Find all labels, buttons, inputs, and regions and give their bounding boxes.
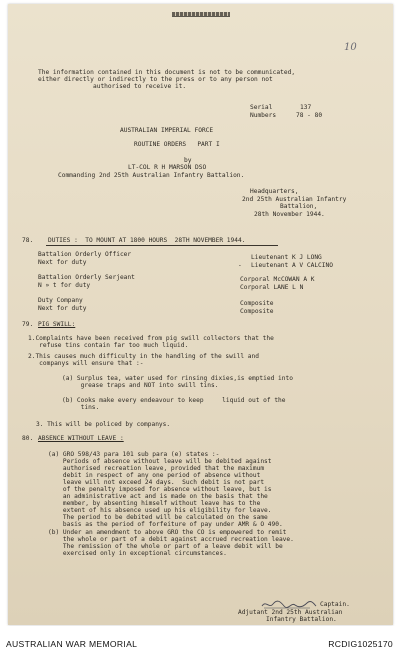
item-80-line: the whole or part of a debit against accrued recreation leave. xyxy=(48,536,294,543)
item-80-number: 80. xyxy=(22,435,34,442)
duty-role: N » t for duty xyxy=(38,282,91,289)
duty-assignee: Composite xyxy=(240,308,274,315)
signature-unit: Infantry Battalion. xyxy=(266,616,337,623)
duty-role: Next for duty xyxy=(38,259,87,266)
item-80-line: The remission of the whole or part of a leave debit will be xyxy=(48,543,283,550)
heading-underline xyxy=(46,245,278,246)
item-79-line: tins. xyxy=(62,404,100,411)
numbers-label: Numbers xyxy=(250,112,277,119)
notice-line-2: either directly or indirectly to the press or to any person not xyxy=(38,76,273,83)
duty-role: Battalion Orderly Serjeant xyxy=(38,274,135,281)
item-80-line: of the penalty imposed for absence without leave, but is xyxy=(48,486,272,493)
notice-line-1: The information contained in this document is not to be communicated, xyxy=(38,69,296,76)
item-80-heading: ABSENCE WITHOUT LEAVE : xyxy=(38,435,124,442)
command-line: Commanding 2nd 25th Australian Infantry Battalion. xyxy=(58,172,245,179)
page-number-mark: 10 xyxy=(344,42,357,53)
commander-name: LT-COL R H MARSON DSO xyxy=(128,164,207,171)
item-80-line: Periods of absence without leave will be debited against xyxy=(48,458,272,465)
item-79-heading: PIG SWILL: xyxy=(38,321,76,328)
orders-title: ROUTINE ORDERS PART I xyxy=(134,141,220,148)
item-80-line: extent of his absence used up his eligibility for leave. xyxy=(48,507,272,514)
duty-assignee: Corporal LANE L N xyxy=(240,284,304,291)
by-label: by xyxy=(184,157,192,164)
item-80-line: basis as the period of forfeiture of pay under AMR & O 490. xyxy=(48,521,283,528)
item-79-line: grease traps and NOT into swill tins. xyxy=(62,382,219,389)
item-79-line: refuse tins contain far too much liquid. xyxy=(28,342,189,349)
signature-title: Adjutant 2nd 25th Australian xyxy=(238,609,343,616)
document-page xyxy=(8,4,393,625)
item-79-line: companys will ensure that :- xyxy=(28,360,144,367)
archive-name: AUSTRALIAN WAR MEMORIAL xyxy=(6,639,138,649)
item-80-line: leave will not exceed 24 days. Such debit is not part xyxy=(48,479,265,486)
item-79-line: (b) Cooks make every endeavour to keep liquid out of the xyxy=(62,397,286,404)
archive-reference: RCDIG1025170 xyxy=(328,639,393,649)
item-78-heading: DUTIES : TO MOUNT AT 1800 HOURS 28TH NOVEMBER 1944. xyxy=(48,237,246,244)
hq-date: 28th November 1944. xyxy=(254,211,325,218)
item-79-number: 79. xyxy=(22,321,34,328)
item-79-line: 2.This causes much difficulty in the handling of the swill and xyxy=(28,353,259,360)
item-79-line: 3. This will be policed by companys. xyxy=(36,421,171,428)
signature-rank: Captain. xyxy=(320,601,350,608)
item-80-line: an administrative act and is made on the basis that the xyxy=(48,493,268,500)
duty-dash: - xyxy=(238,262,242,269)
item-80-line: debit in respect of any one period of absence without xyxy=(48,472,261,479)
item-80-line: The period to be debited will be calculated on the same xyxy=(48,514,268,521)
item-80-line: member, by absenting himself without leave has to the xyxy=(48,500,261,507)
item-78-number: 78. xyxy=(22,237,34,244)
item-80-line: (b) Under an amendment to above GRO the CO is empowered to remit xyxy=(48,529,287,536)
hq-line-1: Headquarters, xyxy=(250,188,299,195)
item-79-line: (a) Surplus tea, water used for rinsing dixies,is emptied into xyxy=(62,375,293,382)
item-80-line: (a) GRO 598/43 para 101 sub para (e) states :- xyxy=(48,451,220,458)
duty-role: Battalion Orderly Officer xyxy=(38,251,132,258)
numbers-value: 78 - 80 xyxy=(296,112,323,119)
hq-line-2: 2nd 25th Australian Infantry xyxy=(242,196,347,203)
item-79-line: 1.Complaints have been received from pig swill collectors that the xyxy=(28,335,274,342)
serial-value: 137 xyxy=(300,104,312,111)
duty-assignee: Corporal McCOWAN A K xyxy=(240,276,315,283)
duty-assignee: Composite xyxy=(240,300,274,307)
notice-line-3: authorised to receive it. xyxy=(93,83,187,90)
serial-label: Serial xyxy=(250,104,273,111)
item-80-line: exercised only in exceptional circumstances. xyxy=(48,550,227,557)
archive-footer xyxy=(0,626,401,654)
duty-role: Duty Company xyxy=(38,297,83,304)
duty-role: Next for duty xyxy=(38,305,87,312)
item-80-line: authorised recreation leave, provided that the maximum xyxy=(48,465,265,472)
force-heading: AUSTRALIAN IMPERIAL FORCE xyxy=(120,127,214,134)
hq-line-3: Battalion, xyxy=(280,203,318,210)
duty-assignee: Lieutenant K J LONG xyxy=(251,254,322,261)
duty-assignee: Lieutenant A V CALCINO xyxy=(251,262,333,269)
